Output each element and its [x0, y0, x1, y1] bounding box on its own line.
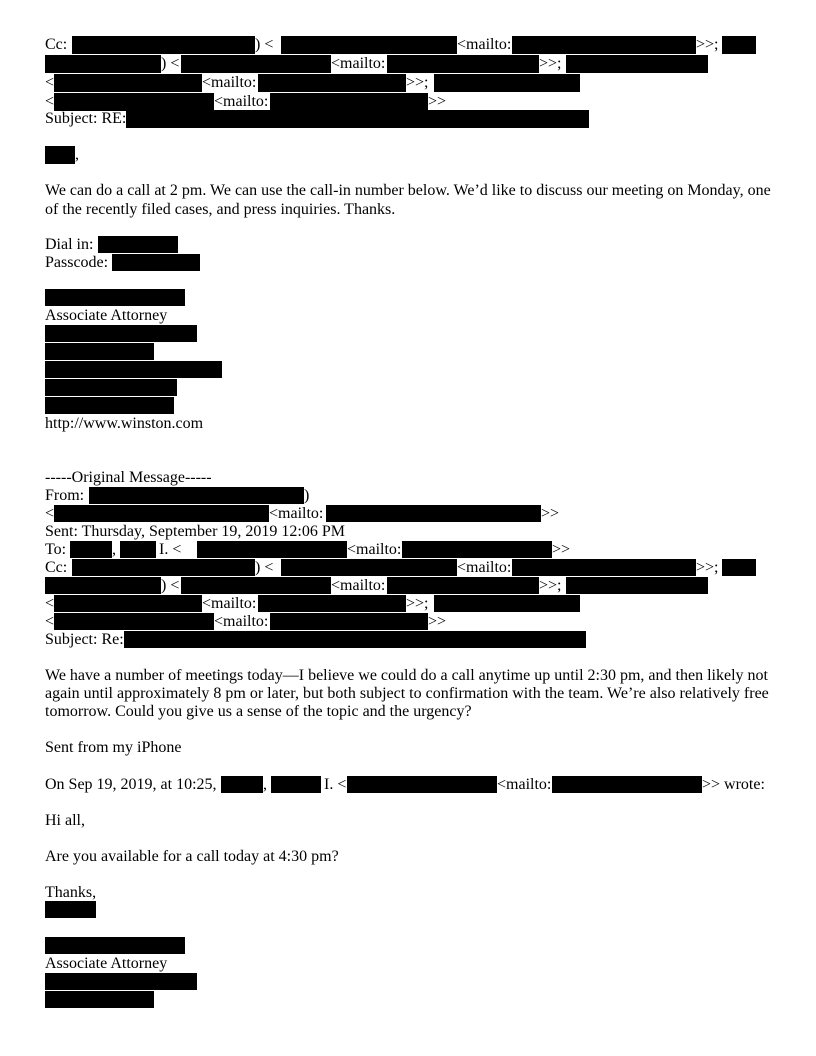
dial-in-label: Dial in: — [45, 236, 94, 253]
on-initial: I. < — [324, 776, 347, 793]
to-initial: I. < — [159, 541, 182, 558]
redaction — [70, 541, 112, 558]
earliest-thanks: Thanks, — [45, 884, 97, 901]
reply-body-line: of the recently filed cases, and press inquiries. Thanks. — [45, 201, 396, 218]
cc-separator: >>; — [696, 559, 719, 576]
redaction — [45, 937, 185, 954]
cc-mailto: <mailto: — [202, 74, 257, 91]
original-body-line: We have a number of meetings today—I believe we could do a call anytime up until 2:30 pm, and then likely not — [45, 667, 768, 684]
redaction — [45, 901, 96, 918]
redaction — [124, 631, 586, 648]
redaction — [45, 577, 161, 594]
redaction — [347, 776, 497, 793]
sent-line: Sent: Thursday, September 19, 2019 12:06 PM — [45, 523, 345, 540]
redaction — [434, 74, 580, 92]
on-comma: , — [263, 776, 267, 793]
greeting-comma: , — [75, 146, 79, 163]
cc-paren: ) < — [161, 55, 180, 72]
cc-separator: >>; — [406, 74, 429, 91]
redaction — [258, 595, 406, 612]
cc-mailto: <mailto: — [331, 55, 386, 72]
redaction — [434, 595, 580, 612]
redaction — [45, 397, 174, 414]
sent-from-iphone: Sent from my iPhone — [45, 739, 182, 756]
earliest-greeting: Hi all, — [45, 812, 85, 829]
redaction — [281, 559, 457, 576]
redaction — [54, 93, 214, 111]
cc-mailto: <mailto: — [457, 559, 512, 576]
from-lt: < — [45, 505, 55, 522]
redaction — [197, 541, 347, 558]
redaction — [181, 55, 331, 73]
redaction — [45, 973, 197, 990]
redaction — [387, 55, 539, 73]
redaction — [281, 36, 457, 54]
on-mailto: <mailto: — [497, 776, 552, 793]
redaction — [45, 361, 222, 378]
cc-lt: < — [45, 93, 55, 110]
redaction — [45, 343, 154, 360]
cc-lt: < — [45, 595, 55, 612]
redaction — [72, 36, 255, 54]
redaction — [271, 776, 321, 793]
redaction — [566, 55, 708, 73]
redaction — [221, 776, 263, 793]
cc-mailto: <mailto: — [214, 93, 269, 110]
cc-lt: < — [45, 613, 55, 630]
cc-mailto: <mailto: — [331, 577, 386, 594]
cc-separator: >>; — [539, 577, 562, 594]
to-mailto: <mailto: — [347, 541, 402, 558]
to-comma: , — [112, 541, 116, 558]
redaction — [722, 559, 756, 576]
subject-label: Subject: RE: — [45, 110, 127, 127]
on-wrote: >> wrote: — [702, 776, 765, 793]
subject-label: Subject: Re: — [45, 631, 124, 648]
cc-label: Cc: — [45, 559, 68, 576]
redaction — [258, 74, 406, 92]
cc-separator: >>; — [696, 36, 719, 53]
from-close: ) — [304, 487, 310, 504]
redaction — [181, 577, 331, 594]
earliest-signature-title: Associate Attorney — [45, 955, 168, 972]
redaction — [512, 559, 696, 576]
redaction — [402, 541, 552, 558]
redaction — [89, 487, 304, 504]
redaction — [552, 776, 702, 793]
redaction — [126, 110, 589, 128]
redaction — [54, 595, 202, 612]
redaction — [566, 577, 708, 594]
from-label: From: — [45, 487, 85, 504]
cc-separator: >>; — [539, 55, 562, 72]
cc-paren: ) < — [255, 36, 274, 53]
to-label: To: — [45, 541, 67, 558]
original-body-line: tomorrow. Could you give us a sense of the topic and the urgency? — [45, 703, 472, 720]
redaction — [45, 379, 177, 396]
cc-paren: ) < — [161, 577, 180, 594]
cc-mailto: <mailto: — [457, 36, 512, 53]
redaction — [722, 36, 756, 54]
redaction — [45, 991, 154, 1008]
to-end: >> — [552, 541, 571, 558]
from-mailto: <mailto: — [269, 505, 324, 522]
redaction — [120, 541, 156, 558]
cc-lt: < — [45, 74, 55, 91]
redaction — [45, 289, 185, 306]
cc-label: Cc: — [45, 36, 68, 53]
redaction — [54, 505, 269, 522]
original-message-divider: -----Original Message----- — [45, 469, 212, 486]
redaction — [326, 505, 541, 522]
signature-title: Associate Attorney — [45, 307, 168, 324]
redaction — [512, 36, 696, 54]
cc-paren: ) < — [255, 559, 274, 576]
on-date-prefix: On Sep 19, 2019, at 10:25, — [45, 776, 217, 793]
redaction — [387, 577, 539, 594]
original-body-line: again until approximately 8 pm or later, but both subject to confirmation with the team. We’re also relatively free — [45, 685, 769, 702]
passcode-label: Passcode: — [45, 254, 109, 271]
redaction — [270, 613, 428, 630]
redaction — [72, 559, 255, 576]
redaction — [45, 325, 197, 342]
signature-url: http://www.winston.com — [45, 415, 204, 432]
redaction — [112, 254, 200, 271]
cc-mailto: <mailto: — [214, 613, 269, 630]
cc-end: >> — [428, 93, 447, 110]
redaction — [98, 236, 178, 253]
redaction — [54, 74, 202, 92]
reply-body-line: We can do a call at 2 pm. We can use the call-in number below. We’d like to discuss our meeting on Monday, one — [45, 182, 771, 199]
redaction — [45, 146, 75, 164]
cc-separator: >>; — [406, 595, 429, 612]
earliest-question: Are you available for a call today at 4:30 pm? — [45, 848, 339, 865]
redaction — [270, 93, 428, 111]
cc-end: >> — [428, 613, 447, 630]
from-end: >> — [541, 505, 560, 522]
redaction — [54, 613, 214, 630]
redaction — [45, 55, 161, 73]
cc-mailto: <mailto: — [202, 595, 257, 612]
